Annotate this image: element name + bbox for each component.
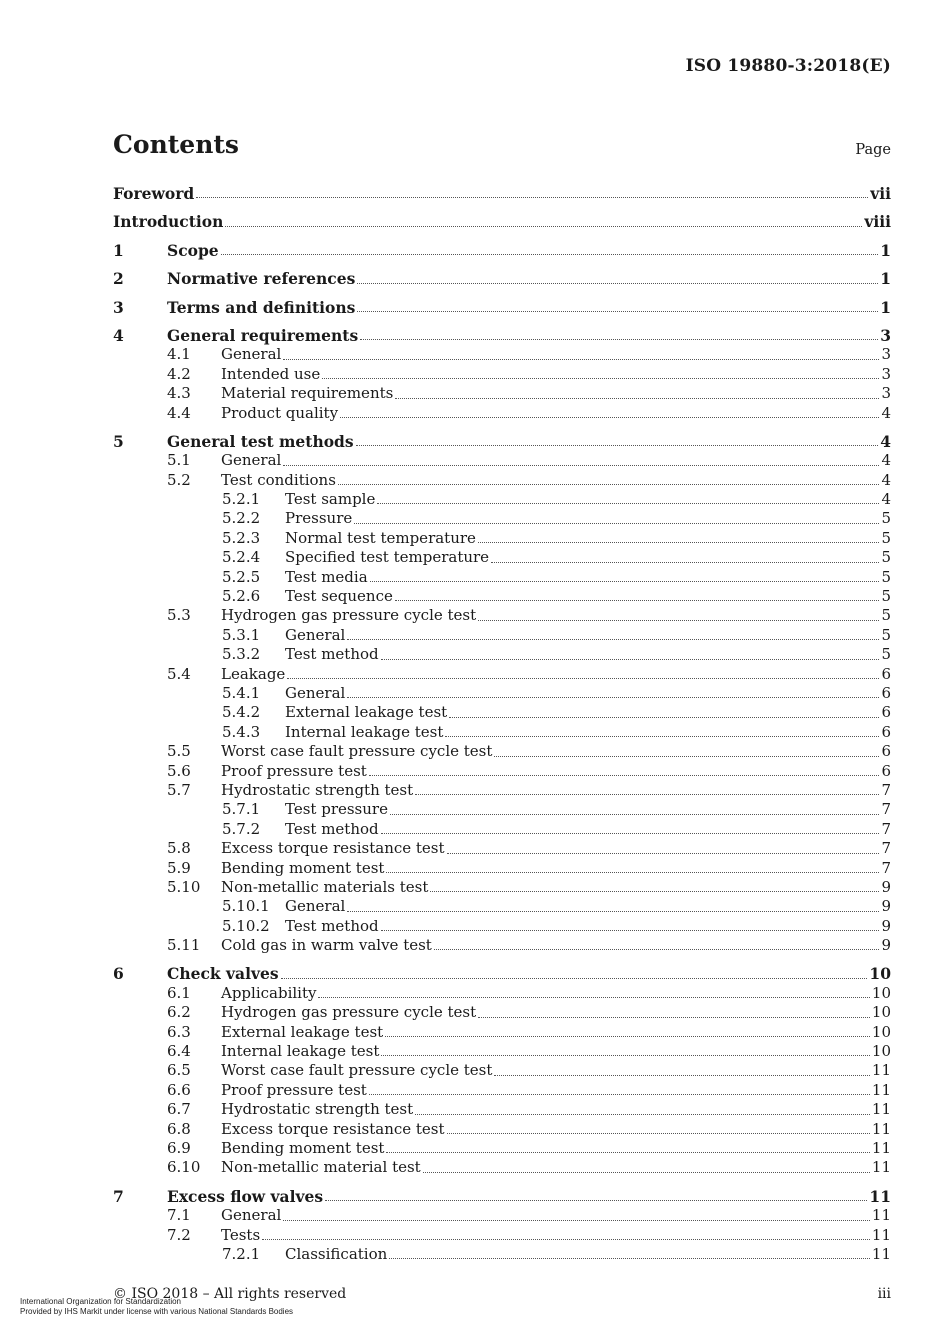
- toc-entry-number: 5.7: [167, 780, 191, 799]
- toc-entry-number: 4.3: [167, 384, 191, 403]
- toc-entry-title: Normal test temperature: [285, 528, 476, 547]
- toc-entry-page: 3: [881, 345, 891, 364]
- toc-entry-title: Excess torque resistance test: [221, 1119, 445, 1138]
- toc-entry[interactable]: [113, 684, 891, 703]
- toc-entry[interactable]: [113, 936, 891, 955]
- toc-entry-number: 6.1: [167, 983, 191, 1002]
- toc-entry-title: Worst case fault pressure cycle test: [221, 1061, 493, 1080]
- toc-entry[interactable]: [113, 212, 891, 231]
- toc-entry-title: Excess flow valves: [167, 1186, 324, 1206]
- toc-entry-number: 4: [113, 325, 124, 345]
- toc-entry[interactable]: [113, 432, 891, 451]
- toc-dot-leader: [381, 658, 880, 660]
- toc-entry[interactable]: [113, 365, 891, 384]
- toc-entry[interactable]: [113, 384, 891, 403]
- toc-entry-title: Test media: [285, 567, 368, 586]
- toc-entry[interactable]: [113, 800, 891, 819]
- toc-entry[interactable]: [113, 241, 891, 260]
- toc-entry[interactable]: [113, 1187, 891, 1206]
- toc-entry-title: Internal leakage test: [221, 1042, 380, 1061]
- toc-entry-number: 5: [113, 431, 124, 451]
- toc-entry-number: 5.10: [167, 877, 201, 896]
- toc-entry[interactable]: [113, 626, 891, 645]
- toc-entry-number: 4.2: [167, 364, 191, 383]
- toc-entry-page: 11: [871, 1206, 891, 1225]
- toc-dot-leader: [389, 1257, 870, 1259]
- toc-entry-title: Applicability: [221, 983, 317, 1002]
- toc-dot-leader: [347, 696, 879, 698]
- toc-entry-number: 5.2.1: [222, 490, 261, 509]
- toc-entry-title: Hydrostatic strength test: [221, 1100, 414, 1119]
- toc-entry-number: 5.2: [167, 470, 191, 489]
- toc-entry-number: 6.6: [167, 1080, 191, 1099]
- toc-dot-leader: [494, 755, 879, 757]
- toc-entry-page: 3: [880, 325, 891, 345]
- toc-dot-leader: [369, 774, 880, 776]
- toc-dot-leader: [447, 852, 880, 854]
- toc-entry-number: 7.1: [167, 1206, 191, 1225]
- toc-entry-page: viii: [864, 212, 891, 232]
- toc-entry-title: Tests: [221, 1225, 261, 1244]
- toc-dot-leader: [325, 1199, 867, 1201]
- toc-dot-leader: [322, 377, 879, 379]
- toc-dot-leader: [386, 1151, 869, 1153]
- toc-dot-leader: [478, 619, 879, 621]
- toc-dot-leader: [415, 793, 879, 795]
- toc-entry-page: 4: [880, 431, 891, 451]
- toc-dot-leader: [357, 282, 878, 284]
- toc-entry-title: Internal leakage test: [285, 722, 444, 741]
- toc-entry-title: Classification: [285, 1244, 388, 1263]
- toc-entry[interactable]: [113, 1081, 891, 1100]
- toc-entry-number: 6.8: [167, 1119, 191, 1138]
- toc-dot-leader: [385, 1035, 870, 1037]
- toc-entry-number: 5.10.2: [222, 916, 270, 935]
- toc-entry-page: 7: [881, 819, 891, 838]
- toc-entry-title: Proof pressure test: [221, 761, 367, 780]
- toc-entry-number: 5.7.1: [222, 800, 261, 819]
- toc-entry-title: Non-metallic material test: [221, 1158, 421, 1177]
- toc-entry-number: 5.1: [167, 451, 191, 470]
- toc-entry-title: Excess torque resistance test: [221, 839, 445, 858]
- toc-dot-leader: [262, 1238, 870, 1240]
- toc-dot-leader: [360, 338, 878, 340]
- toc-entry[interactable]: [113, 298, 891, 317]
- toc-entry-number: Foreword: [113, 184, 195, 203]
- toc-entry-number: 4.1: [167, 345, 191, 364]
- toc-entry-title: Cold gas in warm valve test: [221, 936, 432, 955]
- toc-entry[interactable]: [113, 1061, 891, 1080]
- toc-entry-title: Non-metallic materials test: [221, 877, 429, 896]
- toc-entry-title: Pressure: [285, 509, 353, 528]
- toc-entry-title: Product quality: [221, 403, 339, 422]
- toc-entry-page: 5: [881, 528, 891, 547]
- toc-entry[interactable]: [113, 1226, 891, 1245]
- toc-entry-number: Introduction: [113, 212, 224, 232]
- toc-entry-page: 9: [881, 897, 891, 916]
- toc-entry[interactable]: [113, 1206, 891, 1225]
- toc-entry-title: General: [285, 683, 346, 702]
- toc-entry-number: 5.6: [167, 761, 191, 780]
- toc-entry-number: 5.7.2: [222, 819, 261, 838]
- toc-entry-title: General: [285, 625, 346, 644]
- toc-entry-page: 5: [881, 606, 891, 625]
- toc-entry-title: General test methods: [167, 431, 354, 451]
- toc-entry[interactable]: [113, 1042, 891, 1061]
- toc-dot-leader: [225, 225, 862, 227]
- copyright-notice: © ISO 2018 – All rights reserved: [113, 1286, 347, 1302]
- toc-entry-title: General: [285, 897, 346, 916]
- toc-entry[interactable]: [113, 964, 891, 983]
- toc-entry[interactable]: [113, 984, 891, 1003]
- toc-entry-title: Test conditions: [221, 470, 336, 489]
- toc-dot-leader: [415, 1113, 870, 1115]
- toc-entry-page: 11: [871, 1244, 891, 1263]
- toc-entry-page: 5: [881, 509, 891, 528]
- toc-entry[interactable]: [113, 723, 891, 742]
- toc-dot-leader: [430, 890, 879, 892]
- toc-entry-number: 4.4: [167, 403, 191, 422]
- toc-dot-leader: [478, 541, 880, 543]
- toc-entry[interactable]: [113, 878, 891, 897]
- toc-entry[interactable]: [113, 345, 891, 364]
- toc-entry-title: External leakage test: [221, 1022, 384, 1041]
- toc-entry[interactable]: [113, 839, 891, 858]
- toc-entry-page: 11: [871, 1061, 891, 1080]
- toc-entry-title: Test sample: [285, 490, 376, 509]
- toc-dot-leader: [423, 1171, 870, 1173]
- toc-dot-leader: [377, 502, 879, 504]
- toc-entry-page: 5: [881, 567, 891, 586]
- toc-entry-page: 7: [881, 780, 891, 799]
- toc-entry-page: 3: [881, 384, 891, 403]
- toc-entry-page: 6: [881, 761, 891, 780]
- toc-dot-leader: [445, 735, 879, 737]
- toc-entry-page: 6: [881, 683, 891, 702]
- toc-entry-number: 6.4: [167, 1042, 191, 1061]
- toc-entry-number: 7.2: [167, 1225, 191, 1244]
- toc-dot-leader: [221, 253, 879, 255]
- toc-entry[interactable]: [113, 859, 891, 878]
- toc-dot-leader: [390, 813, 879, 815]
- toc-entry-title: Test method: [285, 819, 379, 838]
- toc-entry-page: 5: [881, 645, 891, 664]
- toc-entry[interactable]: [113, 1139, 891, 1158]
- toc-entry-page: 10: [869, 964, 891, 984]
- toc-entry-title: Check valves: [167, 964, 279, 984]
- toc-entry-title: Hydrogen gas pressure cycle test: [221, 606, 477, 625]
- toc-entry[interactable]: [113, 184, 891, 203]
- toc-entry-page: 1: [880, 240, 891, 260]
- toc-entry-page: 4: [881, 403, 891, 422]
- toc-entry-title: Worst case fault pressure cycle test: [221, 742, 493, 761]
- toc-entry[interactable]: [113, 451, 891, 470]
- toc-entry[interactable]: [113, 762, 891, 781]
- toc-entry-page: 1: [880, 269, 891, 289]
- toc-entry-number: 5.9: [167, 858, 191, 877]
- toc-entry-title: Terms and definitions: [167, 297, 356, 317]
- toc-entry[interactable]: [113, 1158, 891, 1177]
- toc-entry-title: Specified test temperature: [285, 548, 490, 567]
- toc-entry[interactable]: [113, 1023, 891, 1042]
- toc-dot-leader: [449, 716, 879, 718]
- toc-entry-page: 10: [871, 1042, 891, 1061]
- toc-entry-number: 5.3.1: [222, 625, 261, 644]
- toc-dot-leader: [447, 1132, 870, 1134]
- toc-entry-title: General: [221, 451, 282, 470]
- toc-entry-page: 4: [881, 470, 891, 489]
- toc-entry[interactable]: [113, 1120, 891, 1139]
- toc-entry-number: 6.7: [167, 1100, 191, 1119]
- toc-entry[interactable]: [113, 742, 891, 761]
- toc-entry-page: 5: [881, 548, 891, 567]
- toc-entry[interactable]: [113, 404, 891, 423]
- toc-dot-leader: [347, 638, 879, 640]
- toc-entry-number: 5.4.1: [222, 683, 261, 702]
- toc-dot-leader: [357, 310, 878, 312]
- toc-entry-number: 1: [113, 240, 124, 260]
- toc-entry-page: 11: [871, 1225, 891, 1244]
- toc-entry[interactable]: [113, 587, 891, 606]
- toc-entry-page: 9: [881, 936, 891, 955]
- toc-entry[interactable]: [113, 471, 891, 490]
- toc-entry-title: Test sequence: [285, 587, 393, 606]
- toc-dot-leader: [434, 948, 880, 950]
- toc-entry-page: 1: [880, 297, 891, 317]
- toc-dot-leader: [395, 397, 879, 399]
- toc-entry[interactable]: [113, 917, 891, 936]
- toc-entry-number: 5.3.2: [222, 645, 261, 664]
- toc-entry-number: 5.8: [167, 839, 191, 858]
- toc-entry-page: 5: [881, 625, 891, 644]
- toc-entry-page: 10: [871, 1022, 891, 1041]
- toc-entry-number: 7.2.1: [222, 1244, 261, 1263]
- toc-entry-page: 7: [881, 858, 891, 877]
- toc-entry-page: 10: [871, 1003, 891, 1022]
- toc-dot-leader: [478, 1016, 870, 1018]
- toc-entry-number: 5.10.1: [222, 897, 270, 916]
- toc-entry-number: 5.2.4: [222, 548, 261, 567]
- toc-entry-number: 2: [113, 269, 124, 289]
- toc-entry[interactable]: [113, 269, 891, 288]
- toc-entry-title: External leakage test: [285, 703, 448, 722]
- toc-entry-number: 7: [113, 1186, 124, 1206]
- toc-entry-page: 3: [881, 364, 891, 383]
- toc-dot-leader: [287, 677, 879, 679]
- toc-entry-number: 6.3: [167, 1022, 191, 1041]
- toc-entry-page: 4: [881, 451, 891, 470]
- toc-entry-number: 5.2.6: [222, 587, 261, 606]
- toc-dot-leader: [494, 1074, 870, 1076]
- toc-entry-page: 11: [871, 1100, 891, 1119]
- toc-entry-number: 6.2: [167, 1003, 191, 1022]
- toc-dot-leader: [381, 832, 880, 834]
- toc-entry-page: 9: [881, 877, 891, 896]
- toc-entry-title: Scope: [167, 240, 219, 260]
- toc-dot-leader: [381, 929, 880, 931]
- toc-entry-page: 6: [881, 664, 891, 683]
- toc-entry-page: 11: [871, 1138, 891, 1157]
- toc-entry-number: 5.4: [167, 664, 191, 683]
- toc-dot-leader: [395, 599, 880, 601]
- toc-entry[interactable]: [113, 897, 891, 916]
- toc-dot-leader: [281, 977, 868, 979]
- toc-entry-title: General: [221, 345, 282, 364]
- toc-entry-page: 6: [881, 742, 891, 761]
- toc-entry-number: 5.11: [167, 936, 201, 955]
- toc-entry-number: 5.4.2: [222, 703, 261, 722]
- toc-dot-leader: [340, 416, 879, 418]
- toc-dot-leader: [283, 358, 879, 360]
- provider-line-2: Provided by IHS Markit under license with various National Standards Bodies: [20, 1307, 294, 1316]
- toc-entry-number: 6.10: [167, 1158, 201, 1177]
- toc-entry-page: 11: [871, 1158, 891, 1177]
- toc-entry-number: 6.9: [167, 1138, 191, 1157]
- toc-dot-leader: [347, 910, 879, 912]
- toc-entry-title: Hydrostatic strength test: [221, 780, 414, 799]
- toc-dot-leader: [283, 464, 879, 466]
- toc-entry[interactable]: [113, 568, 891, 587]
- toc-entry[interactable]: [113, 529, 891, 548]
- page-number: iii: [877, 1286, 891, 1302]
- toc-entry-page: vii: [870, 184, 891, 203]
- toc-entry-page: 7: [881, 800, 891, 819]
- toc-entry-page: 11: [869, 1186, 891, 1206]
- toc-entry-page: 11: [871, 1080, 891, 1099]
- toc-entry[interactable]: [113, 645, 891, 664]
- toc-entry-number: 3: [113, 297, 124, 317]
- toc-entry[interactable]: [113, 781, 891, 800]
- toc-entry-title: General: [221, 1206, 282, 1225]
- toc-entry-page: 7: [881, 839, 891, 858]
- toc-entry-title: Hydrogen gas pressure cycle test: [221, 1003, 477, 1022]
- toc-entry[interactable]: [113, 606, 891, 625]
- toc-entry[interactable]: [113, 665, 891, 684]
- toc-entry-number: 5.3: [167, 606, 191, 625]
- toc-entry-number: 6.5: [167, 1061, 191, 1080]
- toc-entry-page: 11: [871, 1119, 891, 1138]
- toc-entry[interactable]: [113, 820, 891, 839]
- toc-entry-title: General requirements: [167, 325, 359, 345]
- toc-entry-number: 5.4.3: [222, 722, 261, 741]
- contents-title: Contents: [113, 130, 240, 159]
- toc-entry-title: Leakage: [221, 664, 286, 683]
- toc-entry[interactable]: [113, 703, 891, 722]
- toc-dot-leader: [318, 996, 869, 998]
- toc-dot-leader: [354, 522, 879, 524]
- toc-dot-leader: [338, 483, 880, 485]
- toc-entry-page: 9: [881, 916, 891, 935]
- toc-entry[interactable]: [113, 1100, 891, 1119]
- toc-entry[interactable]: [113, 1245, 891, 1264]
- table-of-contents: [113, 184, 891, 1264]
- toc-entry-title: Test pressure: [285, 800, 388, 819]
- toc-entry-title: Test method: [285, 645, 379, 664]
- toc-entry[interactable]: [113, 509, 891, 528]
- toc-entry-number: 5.2.5: [222, 567, 261, 586]
- toc-entry[interactable]: [113, 548, 891, 567]
- toc-dot-leader: [356, 444, 879, 446]
- toc-dot-leader: [386, 871, 879, 873]
- toc-entry-title: Normative references: [167, 269, 356, 289]
- toc-entry-page: 6: [881, 722, 891, 741]
- toc-entry-title: Test method: [285, 916, 379, 935]
- toc-entry-title: Bending moment test: [221, 858, 385, 877]
- toc-dot-leader: [283, 1219, 870, 1221]
- toc-dot-leader: [381, 1054, 870, 1056]
- toc-dot-leader: [491, 561, 879, 563]
- toc-entry-title: Proof pressure test: [221, 1080, 367, 1099]
- toc-entry[interactable]: [113, 490, 891, 509]
- toc-entry[interactable]: [113, 1003, 891, 1022]
- toc-entry-number: 5.5: [167, 742, 191, 761]
- toc-entry-page: 5: [881, 587, 891, 606]
- toc-entry-title: Intended use: [221, 364, 321, 383]
- page-column-label: Page: [855, 142, 891, 158]
- toc-entry-page: 10: [871, 983, 891, 1002]
- toc-entry-page: 6: [881, 703, 891, 722]
- toc-dot-leader: [196, 196, 868, 198]
- toc-entry-title: Material requirements: [221, 384, 394, 403]
- provider-line-1: International Organization for Standardization: [20, 1297, 181, 1306]
- document-id: ISO 19880-3:2018(E): [685, 56, 891, 76]
- toc-entry-page: 4: [881, 490, 891, 509]
- toc-dot-leader: [369, 1093, 870, 1095]
- toc-entry-number: 5.2.3: [222, 528, 261, 547]
- toc-entry-number: 5.2.2: [222, 509, 261, 528]
- toc-entry-number: 6: [113, 964, 124, 984]
- toc-dot-leader: [370, 580, 880, 582]
- toc-entry[interactable]: [113, 326, 891, 345]
- toc-entry-title: Bending moment test: [221, 1138, 385, 1157]
